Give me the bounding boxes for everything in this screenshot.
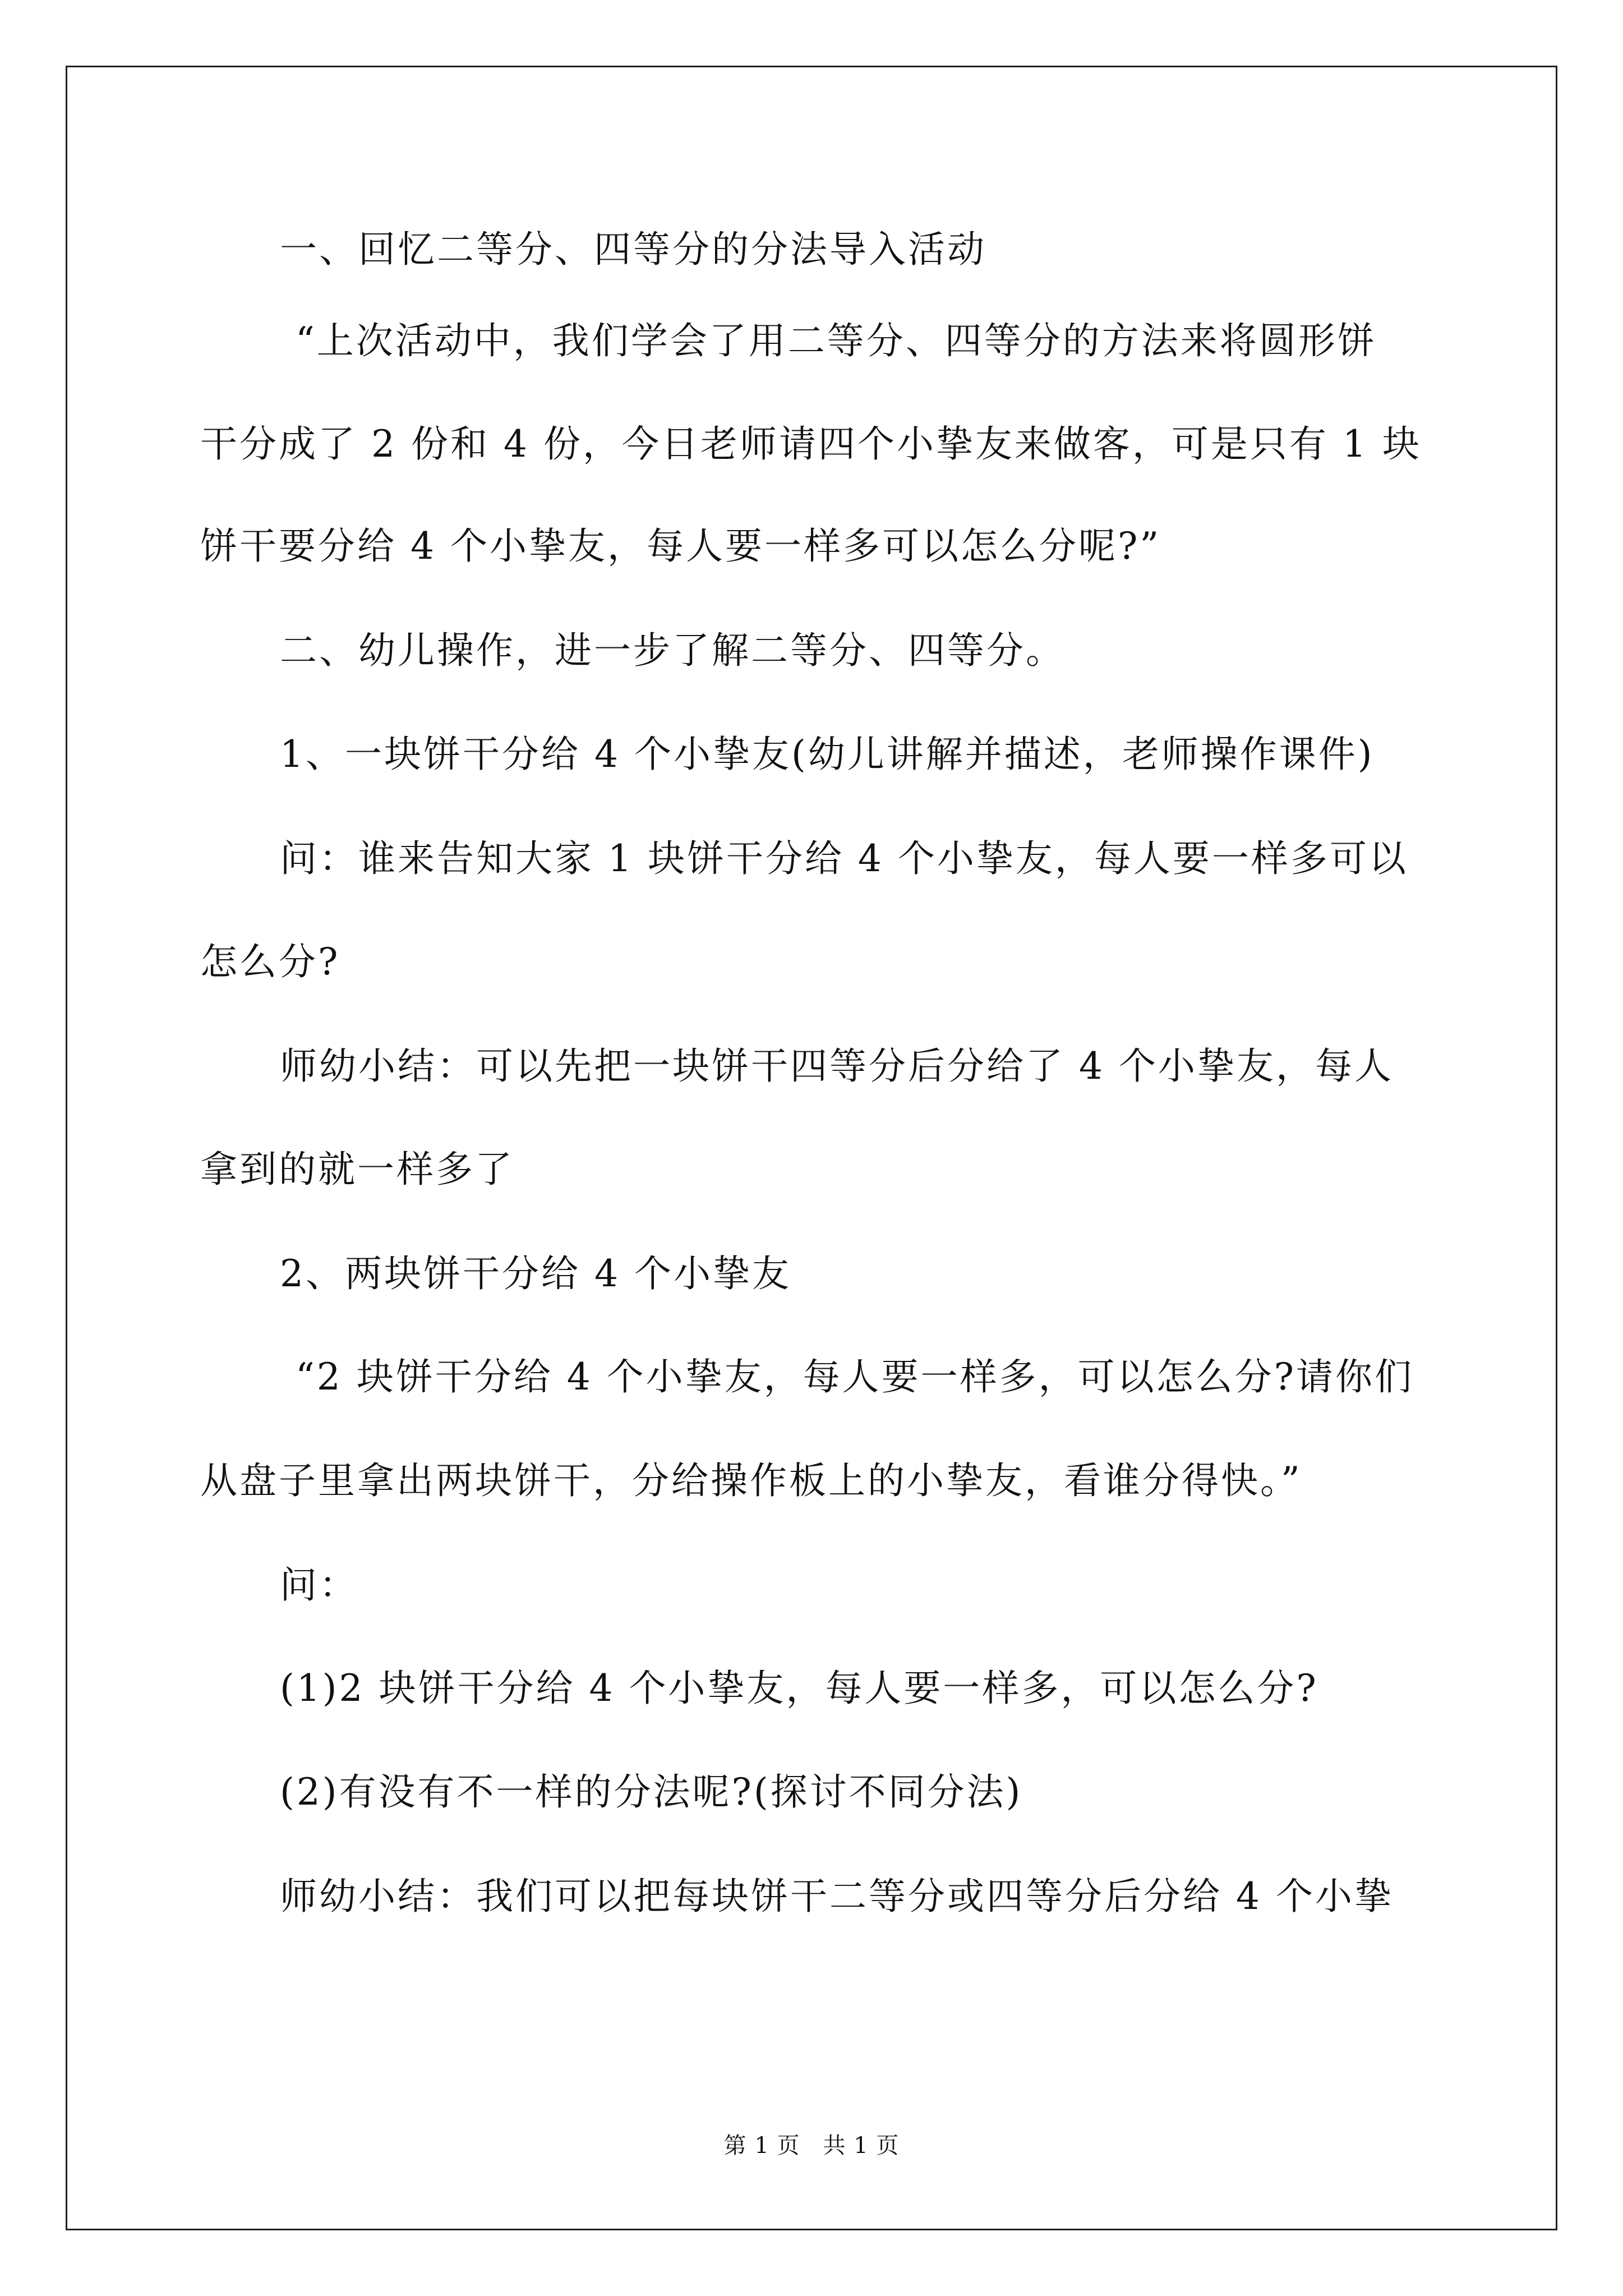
paragraph-line: 从盘子里拿出两块饼干，分给操作板上的小挚友，看谁分得快。” xyxy=(200,1459,1302,1502)
heading-section-1: 一、回忆二等分、四等分的分法导入活动 xyxy=(280,228,986,271)
paragraph-line: (1)2 块饼干分给 4 个小挚友，每人要一样多，可以怎么分? xyxy=(280,1667,1318,1710)
paragraph-line: 问：谁来告知大家 1 块饼干分给 4 个小挚友，每人要一样多可以 xyxy=(280,837,1408,880)
paragraph-line: “上次活动中，我们学会了用二等分、四等分的方法来将圆形饼 xyxy=(296,319,1377,362)
paragraph-line: 师幼小结：可以先把一块饼干四等分后分给了 4 个小挚友，每人 xyxy=(280,1045,1394,1088)
subheading-item-2: 2、两块饼干分给 4 个小挚友 xyxy=(280,1252,791,1295)
paragraph-line: 师幼小结：我们可以把每块饼干二等分或四等分后分给 4 个小挚 xyxy=(280,1875,1394,1918)
paragraph-line: 拿到的就一样多了 xyxy=(200,1148,514,1191)
subheading-item-1: 1、一块饼干分给 4 个小挚友(幼儿讲解并描述，老师操作课件) xyxy=(280,733,1375,776)
paragraph-line: (2)有没有不一样的分法呢?(探讨不同分法) xyxy=(280,1770,1023,1814)
paragraph-line: 干分成了 2 份和 4 份，今日老师请四个小挚友来做客，可是只有 1 块 xyxy=(200,422,1422,466)
heading-section-2: 二、幼儿操作，进一步了解二等分、四等分。 xyxy=(280,629,1065,672)
paragraph-line: 饼干要分给 4 个小挚友，每人要一样多可以怎么分呢?” xyxy=(200,524,1161,568)
paragraph-line: “2 块饼干分给 4 个小挚友，每人要一样多，可以怎么分?请你们 xyxy=(296,1355,1414,1398)
page-number: 第 1 页 共 1 页 xyxy=(723,2133,900,2159)
paragraph-line: 问： xyxy=(280,1563,358,1607)
paragraph-line: 怎么分? xyxy=(200,940,340,983)
